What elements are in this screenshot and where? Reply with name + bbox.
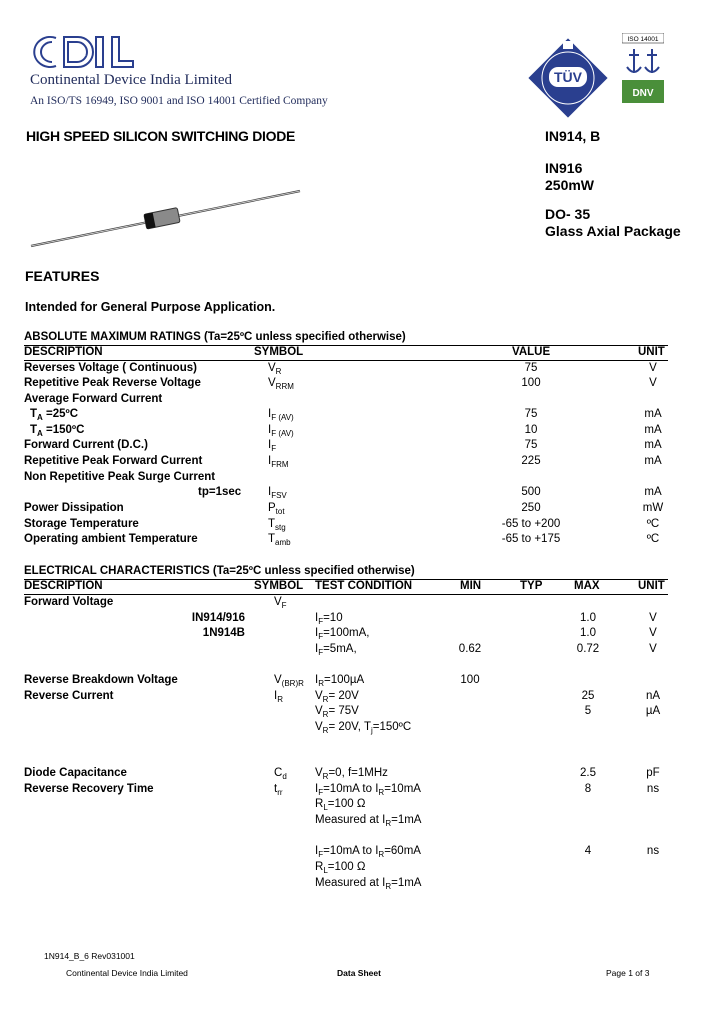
cdil-logo [32, 32, 136, 72]
abs-max-row [24, 471, 668, 487]
col-test-condition: TEST CONDITION [315, 580, 413, 592]
row-description-tail: =25ºC [42, 408, 79, 420]
elec-row [24, 845, 668, 861]
row-symbol [268, 377, 294, 391]
row-symbol [268, 439, 276, 453]
row-value: -65 to +200 [501, 518, 561, 530]
row-symbol [268, 502, 285, 516]
row-symbol-sub: d [282, 772, 287, 781]
row-value: 225 [521, 455, 541, 467]
row-description: Diode Capacitance [24, 767, 127, 779]
row-test-condition-sub: L [323, 866, 328, 875]
row-test-condition-tail: =100µA [323, 674, 365, 686]
row-description-sub: A [37, 429, 43, 438]
row-test-condition-main: V [315, 705, 323, 717]
row-test-condition [315, 767, 388, 781]
row-test-condition-sub: R [318, 679, 324, 688]
row-description: Average Forward Current [24, 393, 163, 405]
row-description: Repetitive Peak Reverse Voltage [24, 377, 201, 389]
row-max: 8 [584, 783, 592, 795]
row-test-condition-sub: F [318, 632, 324, 641]
row-description: IN914/916 [191, 612, 245, 624]
package-code: DO- 35 [545, 206, 591, 222]
row-max: 4 [584, 845, 592, 857]
row-description: Reverse Recovery Time [24, 783, 154, 795]
row-symbol-main: I [268, 439, 272, 451]
row-test-condition-main: V [315, 690, 323, 702]
row-test-condition-tail: =10mA to I [323, 783, 379, 795]
elec-row [24, 705, 668, 721]
row-symbol-main: P [268, 502, 276, 514]
row-symbol [274, 674, 304, 688]
row-test-condition-sub: R [322, 695, 329, 704]
row-test-condition [315, 798, 365, 812]
certifications-line: An ISO/TS 16949, ISO 9001 and ISO 14001 Certified Company [30, 95, 328, 107]
row-min: 100 [460, 674, 480, 686]
abs-max-row [24, 424, 668, 440]
abs-max-row [24, 486, 668, 502]
row-unit: V [649, 612, 657, 624]
abs-max-row [24, 439, 668, 455]
row-test-condition [315, 690, 359, 704]
row-test-condition-sub: F [318, 617, 324, 626]
row-description: Storage Temperature [24, 518, 139, 530]
row-max: 2.5 [580, 767, 596, 779]
row-test-condition [315, 612, 343, 626]
features-heading: FEATURES [25, 268, 100, 284]
power-rating: 250mW [545, 177, 595, 193]
row-test-condition-main: I [315, 612, 319, 624]
row-test-condition [315, 877, 421, 891]
row-symbol-main: V [274, 674, 282, 686]
company-name: Continental Device India Limited [30, 72, 233, 88]
row-test-condition [315, 627, 369, 641]
elec-row [24, 814, 668, 830]
row-unit: mA [644, 486, 662, 498]
row-description: Reverses Voltage ( Continuous) [24, 362, 197, 374]
col-max: MAX [574, 580, 600, 592]
row-unit: nA [645, 690, 661, 702]
abs-max-row [24, 533, 668, 549]
row-test-condition-main: Measured at I [315, 877, 386, 889]
row-max: 25 [581, 690, 595, 702]
row-unit: V [649, 643, 657, 655]
row-symbol-sub: tot [275, 507, 285, 516]
row-unit: mW [642, 502, 664, 514]
row-min: 0.62 [458, 643, 482, 655]
row-unit: ºC [646, 518, 660, 530]
row-test-condition-tail: =100 Ω [327, 861, 366, 873]
row-test-condition-sub: F [318, 788, 324, 797]
row-description: tp=1sec [198, 486, 242, 498]
row-test-condition-sub: R [385, 882, 392, 891]
row-test-condition-sub: L [323, 803, 328, 812]
row-symbol-sub: (BR)R [281, 679, 304, 688]
row-value: 250 [521, 502, 541, 514]
col-unit: UNIT [638, 580, 665, 592]
logo-text: CDIL [84, 56, 87, 57]
elec-row [24, 690, 668, 706]
elec-row [24, 721, 668, 737]
row-value: 75 [524, 362, 538, 374]
row-test-condition-main: I [315, 674, 319, 686]
row-test-condition-main: I [315, 845, 319, 857]
row-value: 75 [524, 439, 538, 451]
row-symbol-sub: F [281, 601, 287, 610]
col-value: VALUE [512, 346, 551, 358]
row-symbol [274, 596, 287, 610]
row-test-condition [315, 721, 411, 735]
row-symbol-sub: F [271, 444, 277, 453]
row-unit: mA [644, 424, 662, 436]
row-description: Reverse Current [24, 690, 114, 702]
row-unit: V [649, 377, 657, 389]
row-symbol-main: V [268, 362, 276, 374]
col-symbol: SYMBOL [254, 346, 304, 358]
row-test-condition [315, 643, 357, 657]
package-block [545, 206, 681, 240]
elec-row [24, 627, 668, 643]
row-description-tail: =150ºC [42, 424, 85, 436]
col-unit: UNIT [638, 346, 665, 358]
col-min: MIN [460, 580, 482, 592]
row-description [30, 408, 78, 422]
row-symbol [268, 362, 281, 376]
tuv-certification-logo [527, 37, 609, 119]
row-test-condition-sub2: j [370, 726, 373, 735]
row-unit: ºC [646, 533, 660, 545]
row-test-condition [315, 674, 364, 688]
row-test-condition-sub: R [322, 726, 329, 735]
row-max: 1.0 [580, 612, 596, 624]
row-symbol [268, 424, 294, 438]
part-power-block [545, 160, 594, 194]
row-description-main: T [30, 408, 38, 420]
row-max: 0.72 [576, 643, 600, 655]
row-value: -65 to +175 [501, 533, 561, 545]
elec-row [24, 674, 668, 690]
row-test-condition-main: I [315, 783, 319, 795]
row-description: Forward Current (D.C.) [24, 439, 148, 451]
elec-row [24, 767, 668, 783]
elec-row [24, 596, 668, 612]
footer-doc-type: Data Sheet [337, 968, 381, 978]
row-symbol [274, 783, 283, 797]
part-alt: IN916 [545, 160, 583, 176]
row-test-condition-tail: =10mA to I [323, 845, 379, 857]
row-symbol-main: C [274, 767, 283, 779]
package-description: Glass Axial Package [545, 223, 681, 239]
row-test-condition-sub: F [318, 648, 324, 657]
row-test-condition-tail2: =60mA [384, 845, 421, 857]
row-description: Forward Voltage [24, 596, 114, 608]
row-test-condition-main: R [315, 861, 324, 873]
row-symbol-main: V [274, 596, 282, 608]
row-symbol [274, 767, 287, 781]
row-test-condition-main: V [315, 721, 323, 733]
row-unit: mA [644, 408, 662, 420]
row-test-condition-main: R [315, 798, 324, 810]
row-symbol-main: I [274, 690, 278, 702]
row-max: 5 [584, 705, 592, 717]
row-description-main: T [30, 424, 38, 436]
row-test-condition-main: I [315, 643, 319, 655]
row-unit: µA [645, 705, 661, 717]
row-symbol [268, 455, 289, 469]
row-test-condition-tail: = 20V [328, 690, 359, 702]
row-symbol-sub: F (AV) [271, 413, 294, 422]
row-symbol-sub: R [277, 695, 283, 704]
row-unit: ns [646, 845, 660, 857]
elec-row [24, 643, 668, 659]
col-description: DESCRIPTION [24, 580, 103, 592]
row-symbol-main: T [268, 533, 276, 545]
row-unit: ns [646, 783, 660, 795]
row-value: 100 [521, 377, 541, 389]
elec-row [24, 798, 668, 814]
row-test-condition-sub2: R [378, 850, 385, 859]
footer-company: Continental Device India Limited [66, 968, 188, 978]
row-description: Non Repetitive Peak Surge Current [24, 471, 216, 483]
row-unit: mA [644, 455, 662, 467]
row-description: Power Dissipation [24, 502, 124, 514]
row-symbol-main: T [268, 518, 276, 530]
row-value: 10 [524, 424, 538, 436]
row-symbol [268, 518, 286, 532]
row-test-condition-tail: =10 [323, 612, 343, 624]
iso-14001-label: ISO 14001 [627, 36, 659, 43]
row-test-condition-tail: =100 Ω [327, 798, 366, 810]
row-symbol-main: V [268, 377, 276, 389]
row-test-condition-main: V [315, 767, 323, 779]
abs-max-row [24, 393, 668, 409]
row-test-condition [315, 783, 421, 797]
abs-max-heading: ABSOLUTE MAXIMUM RATINGS (Ta=25ºC unless specified otherwise) [24, 331, 406, 343]
row-test-condition-sub2: R [378, 788, 385, 797]
row-test-condition-main: I [315, 627, 319, 639]
row-symbol-sub: stg [275, 523, 286, 532]
row-symbol-main: I [268, 424, 272, 436]
row-test-condition-tail: = 20V, T [328, 721, 371, 733]
features-text: Intended for General Purpose Application. [25, 300, 276, 314]
elec-row [24, 783, 668, 799]
row-symbol-sub: rr [277, 788, 283, 797]
row-symbol [268, 408, 294, 422]
row-test-condition-tail: =1mA [391, 877, 422, 889]
row-value: 75 [524, 408, 538, 420]
row-symbol-main: I [268, 408, 272, 420]
col-description: DESCRIPTION [24, 346, 103, 358]
row-value: 500 [521, 486, 541, 498]
row-test-condition [315, 705, 359, 719]
row-test-condition-tail: =100mA, [323, 627, 370, 639]
elec-heading: ELECTRICAL CHARACTERISTICS (Ta=25ºC unless specified otherwise) [24, 565, 415, 577]
row-description: Reverse Breakdown Voltage [24, 674, 178, 686]
abs-max-row [24, 502, 668, 518]
row-test-condition-tail: = 75V [328, 705, 359, 717]
row-symbol-sub: RRM [275, 382, 294, 391]
row-unit: mA [644, 439, 662, 451]
abs-max-row [24, 408, 668, 424]
row-description: 1N914B [202, 627, 245, 639]
row-symbol-main: I [268, 486, 272, 498]
row-symbol-sub: amb [275, 538, 291, 547]
row-test-condition-tail2: =10mA [384, 783, 421, 795]
elec-row [24, 877, 668, 893]
row-symbol-sub: FSV [271, 491, 287, 500]
row-test-condition-sub: R [322, 772, 329, 781]
product-title: HIGH SPEED SILICON SWITCHING DIODE [26, 128, 296, 144]
row-test-condition [315, 845, 421, 859]
abs-max-row [24, 377, 668, 393]
footer-page: Page 1 of 3 [606, 968, 650, 978]
dnv-certification-logo [622, 33, 664, 103]
diode-package-illustration [28, 186, 304, 250]
elec-row [24, 612, 668, 628]
elec-column-headers [24, 579, 668, 595]
row-symbol-main: I [268, 455, 272, 467]
row-description-sub: A [37, 413, 43, 422]
row-test-condition-tail: =5mA, [323, 643, 357, 655]
row-test-condition-sub: R [385, 819, 392, 828]
part-numbers: IN914, B [545, 128, 601, 144]
row-symbol-sub: R [275, 367, 282, 376]
row-unit: V [649, 627, 657, 639]
abs-max-row [24, 455, 668, 471]
row-description: Operating ambient Temperature [24, 533, 198, 545]
abs-max-row [24, 518, 668, 534]
dnv-label: DNV [632, 88, 654, 99]
row-test-condition [315, 814, 421, 828]
row-description: Repetitive Peak Forward Current [24, 455, 203, 467]
abs-max-column-headers [24, 345, 668, 361]
row-symbol [274, 690, 283, 704]
elec-row [24, 861, 668, 877]
row-symbol-sub: F (AV) [271, 429, 294, 438]
row-symbol-main: t [274, 783, 278, 795]
row-test-condition-tail: =1mA [391, 814, 422, 826]
row-test-condition-main: Measured at I [315, 814, 386, 826]
row-symbol-sub: FRM [271, 460, 289, 469]
row-test-condition [315, 861, 365, 875]
row-test-condition-tail: =0, f=1MHz [328, 767, 388, 779]
row-test-condition-sub: F [318, 850, 324, 859]
footer-revision: 1N914_B_6 Rev031001 [44, 951, 135, 961]
row-max: 1.0 [580, 627, 596, 639]
row-description [30, 424, 84, 438]
col-symbol: SYMBOL [254, 580, 304, 592]
row-test-condition-tail2: =150ºC [372, 721, 412, 733]
col-typ: TYP [520, 580, 543, 592]
tuv-label: TÜV [554, 69, 582, 85]
row-symbol [268, 486, 287, 500]
row-symbol [268, 533, 291, 547]
row-test-condition-sub: R [322, 710, 329, 719]
abs-max-row [24, 362, 668, 378]
row-unit: pF [646, 767, 660, 779]
row-unit: V [649, 362, 657, 374]
